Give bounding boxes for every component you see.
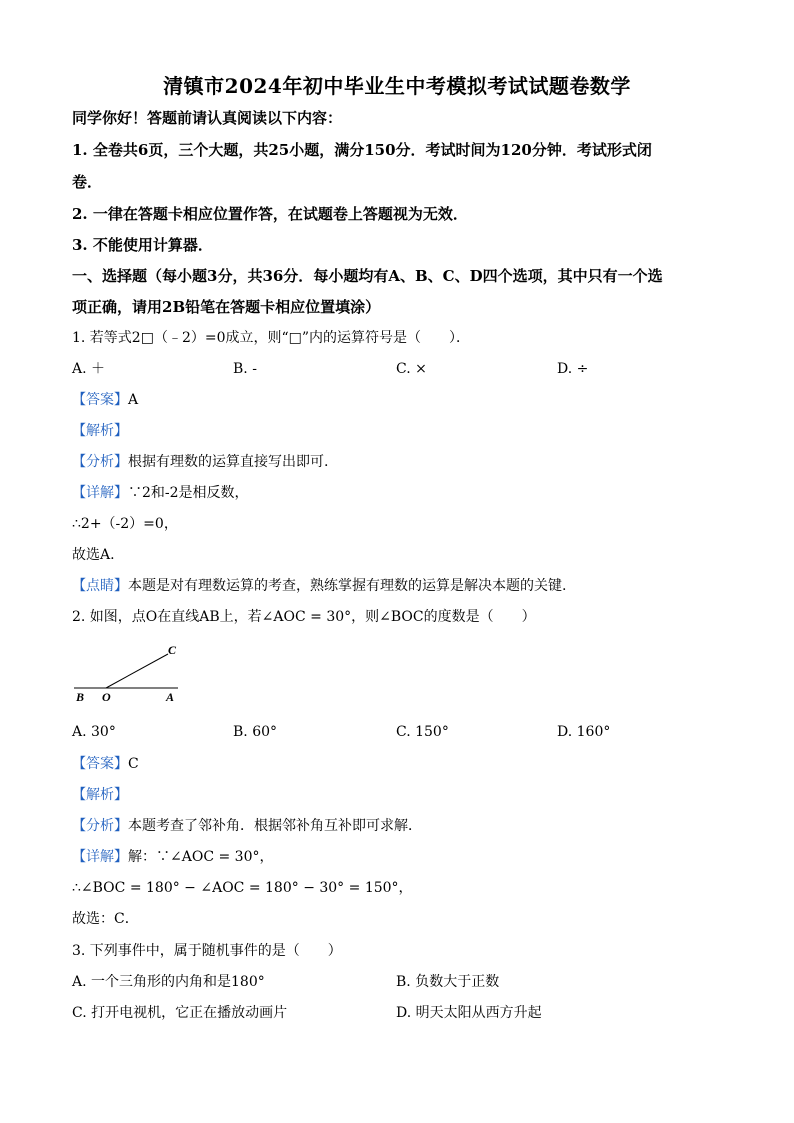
q3-option-c: C. 打开电视机，它正在播放动画片 (72, 1005, 288, 1021)
intro-note-3: 3. 不能使用计算器． (72, 236, 213, 254)
analysis-head-text: 根据有理数的运算直接写出即可. (128, 454, 329, 470)
intro-note-1: 1. 全卷共6页，三个大题，共25小题，满分150分．考试时间为120分钟．考试形式闭 (72, 141, 652, 159)
q2-option-b: B. 60° (233, 724, 278, 740)
analysis-head-tag: 【分析】 (72, 818, 128, 834)
angle-figure (72, 642, 192, 706)
answer-value: A (128, 392, 139, 408)
q2-stem: 2. 如图，点O在直线AB上，若∠AOC = 30°，则∠BOC的度数是（ ） (72, 609, 536, 625)
q1-option-c: C. × (396, 361, 427, 377)
intro-greeting: 同学你好！答题前请认真阅读以下内容： (72, 109, 343, 127)
q1-answer (72, 390, 138, 410)
q1-detail-line-2: ∴2+（-2）=0， (72, 516, 178, 532)
detail-line-1: 解：∵∠AOC = 30°， (128, 849, 274, 865)
q2-answer (72, 754, 139, 774)
intro-note-1-cont: 卷． (72, 173, 103, 191)
intro-note-2: 2. 一律在答题卡相应位置作答，在试题卷上答题视为无效． (72, 205, 468, 223)
q1-analysis (72, 452, 328, 472)
label-c: C (168, 643, 177, 657)
detail-tag: 【详解】 (72, 849, 128, 865)
answer-tag: 【答案】 (72, 756, 128, 772)
answer-tag: 【答案】 (72, 392, 128, 408)
q1-stem: 1. 若等式2□（﹣2）=0成立，则“□”内的运算符号是（ ）． (72, 330, 471, 346)
analysis-head-text: 本题考查了邻补角．根据邻补角互补即可求解． (128, 818, 422, 834)
q1-detail (72, 483, 249, 503)
exam-title: 清镇市2024年初中毕业生中考模拟考试试题卷数学 (163, 74, 631, 98)
q1-choice: 故选A. (72, 547, 115, 563)
label-b: B (76, 690, 85, 704)
comment-text: 本题是对有理数运算的考查，熟练掌握有理数的运算是解决本题的关键. (128, 578, 567, 594)
answer-value: C (128, 756, 139, 772)
analysis-tag: 【解析】 (72, 423, 128, 439)
q3-option-d: D. 明天太阳从西方升起 (396, 1005, 542, 1021)
comment-tag: 【点睛】 (72, 578, 128, 594)
section-heading-cont: 项正确，请用2B铅笔在答题卡相应位置填涂） (72, 298, 381, 316)
ray-oc (106, 654, 168, 688)
q2-analysis (72, 816, 422, 836)
q2-detail-line-2: ∴∠BOC = 180° − ∠AOC = 180° − 30° = 150°， (72, 880, 413, 896)
analysis-head-tag: 【分析】 (72, 454, 128, 470)
q1-option-b: B. - (233, 361, 257, 377)
q1-option-d: D. ÷ (557, 361, 589, 377)
q2-choice: 故选：C． (72, 911, 139, 927)
label-a: A (166, 690, 175, 704)
q1-comment (72, 576, 566, 596)
analysis-tag: 【解析】 (72, 787, 128, 803)
detail-tag: 【详解】 (72, 485, 128, 501)
q3-option-b: B. 负数大于正数 (396, 974, 500, 990)
q2-option-d: D. 160° (557, 724, 611, 740)
q2-detail (72, 847, 273, 867)
q1-analysis-tag (72, 421, 128, 441)
detail-line-1: ∵2和-2是相反数， (128, 485, 249, 501)
q2-option-a: A. 30° (72, 724, 116, 740)
section-heading: 一、选择题（每小题3分，共36分．每小题均有A、B、C、D四个选项，其中只有一个选 (72, 267, 663, 285)
q2-analysis-tag (72, 785, 128, 805)
q3-stem: 3. 下列事件中，属于随机事件的是（ ） (72, 943, 342, 959)
q3-option-a: A. 一个三角形的内角和是180° (72, 974, 265, 990)
label-o: O (102, 690, 111, 704)
q2-option-c: C. 150° (396, 724, 449, 740)
q1-option-a: A. ＋ (72, 361, 106, 377)
